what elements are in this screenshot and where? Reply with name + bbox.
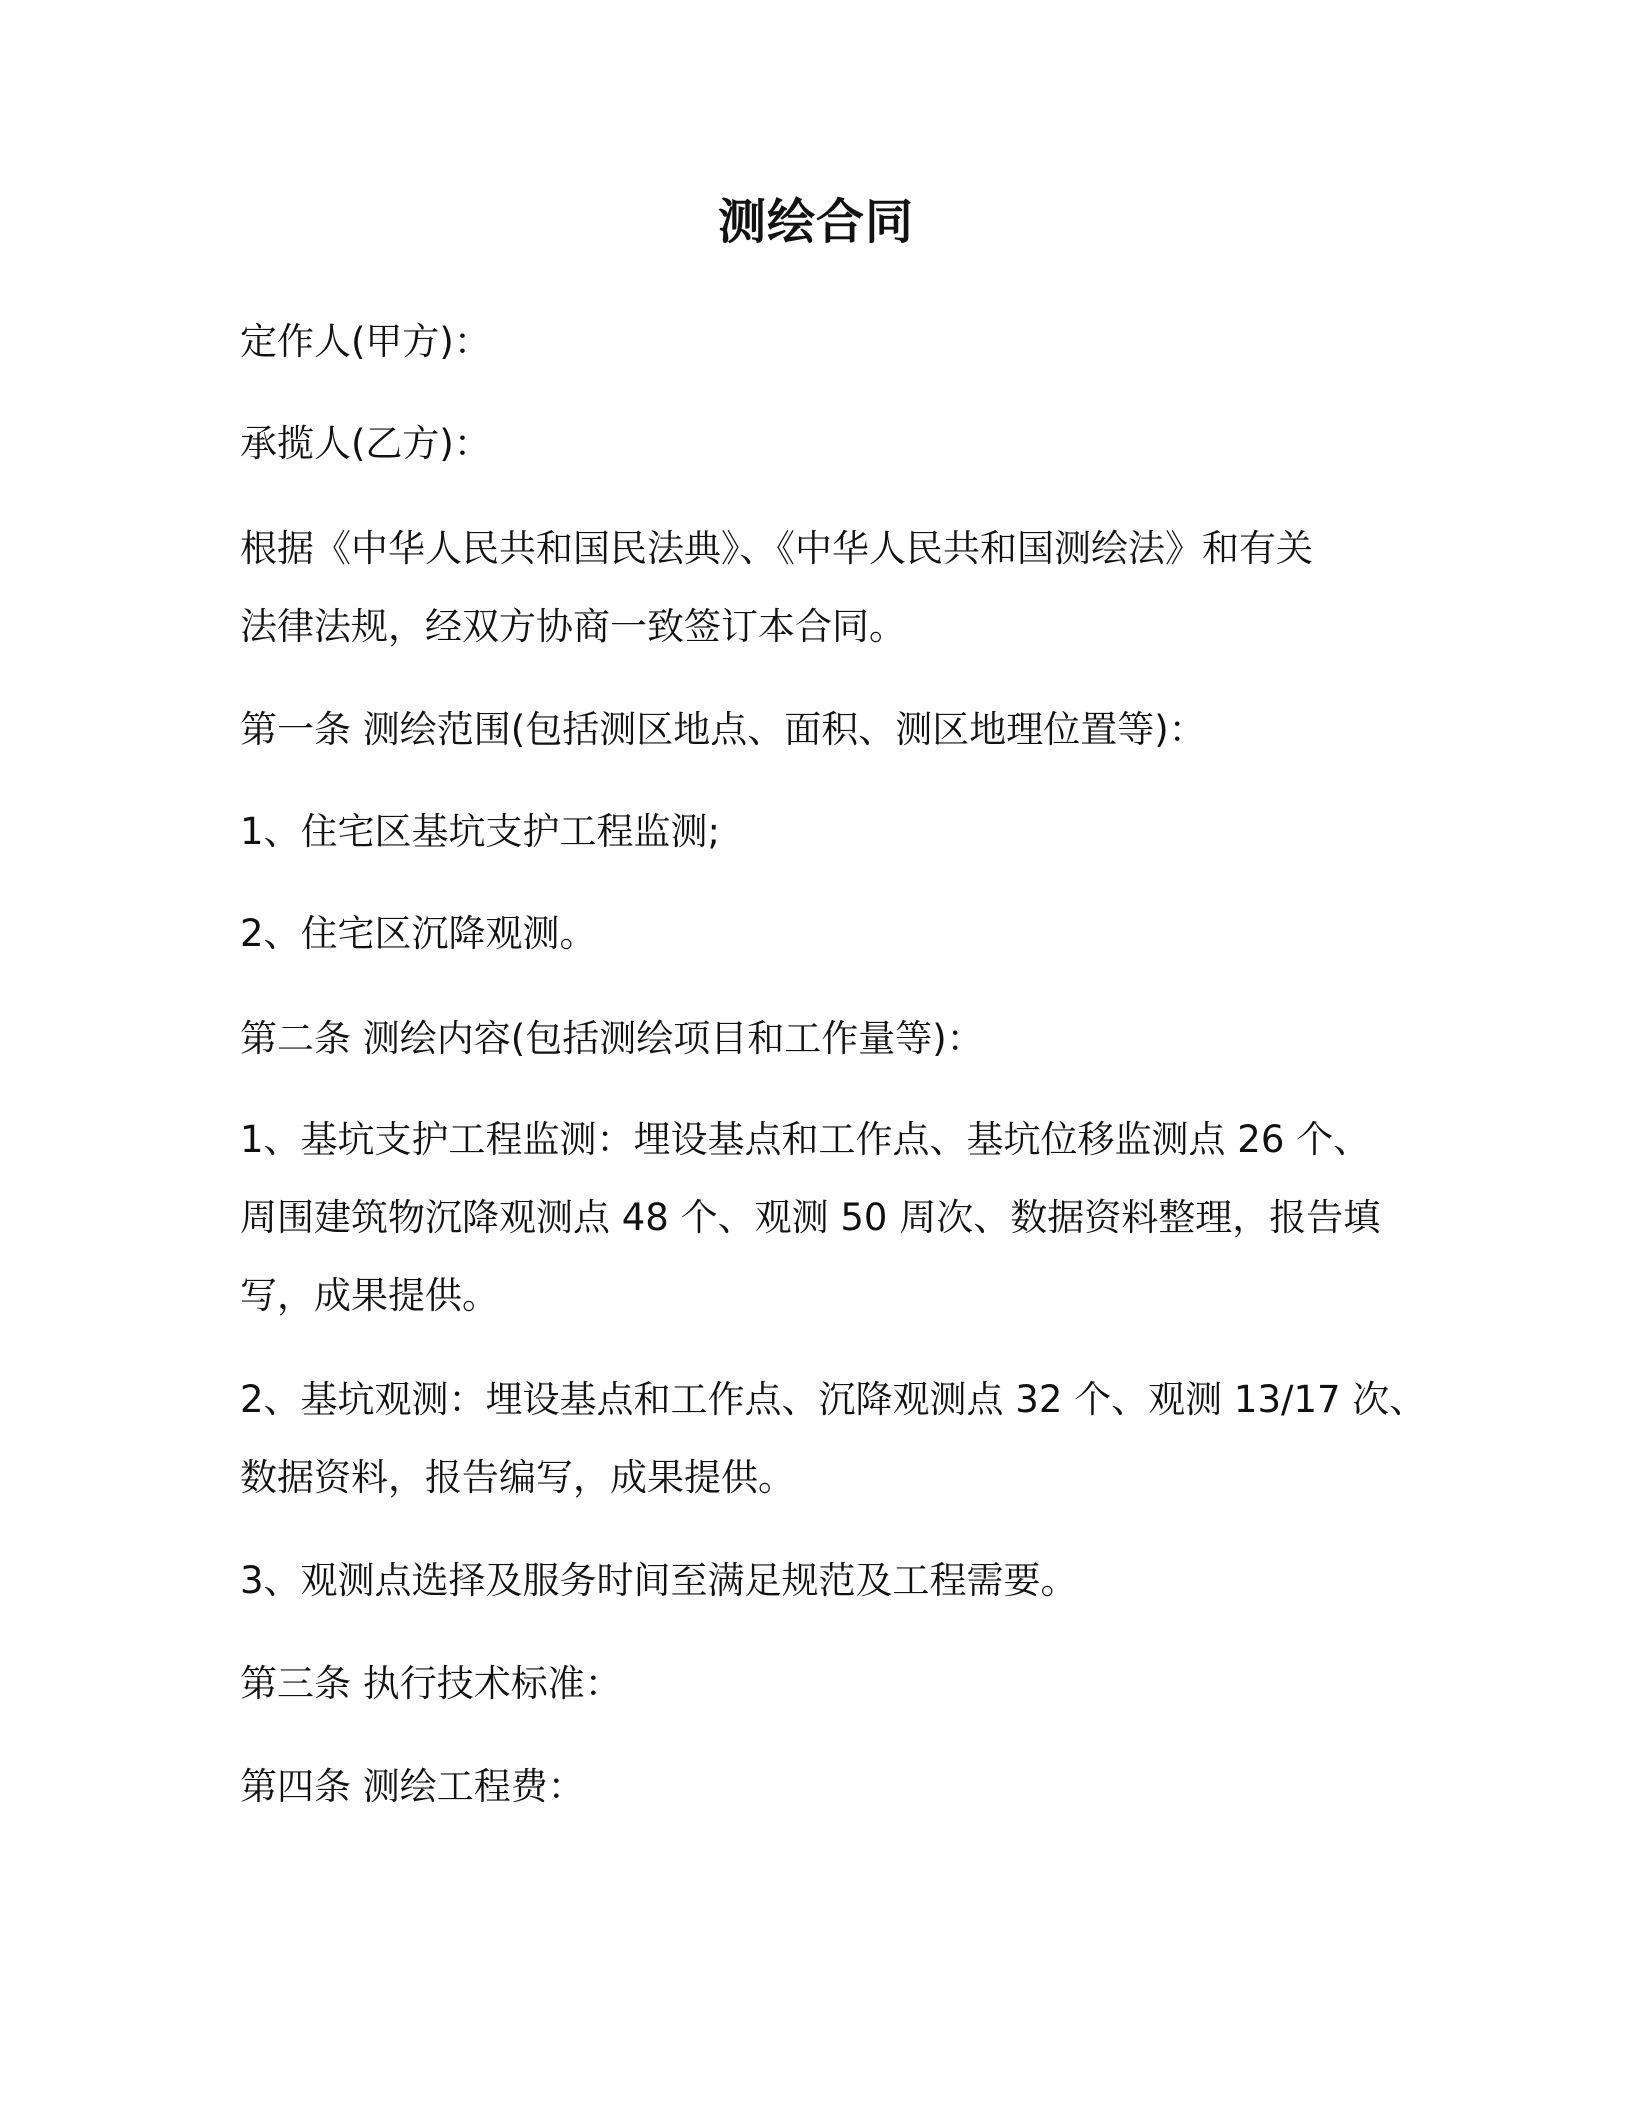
article-2-item-1-line-3: 写，成果提供。 <box>240 1274 499 1317</box>
document-title: 测绘合同 <box>717 194 914 250</box>
article-1-item-2: 2、住宅区沉降观测。 <box>240 912 597 955</box>
article-1-item-1: 1、住宅区基坑支护工程监测; <box>240 810 721 853</box>
preamble-line-1: 根据《中华人民共和国民法典》、《中华人民共和国测绘法》和有关 <box>240 527 1313 570</box>
preamble-paragraph <box>240 510 1420 666</box>
article-2-item-1-line-1: 1、基坑支护工程监测：埋设基点和工作点、基坑位移监测点 26 个、 <box>240 1118 1371 1161</box>
article-2-item-1 <box>240 1101 1420 1335</box>
article-2-item-2-line-1: 2、基坑观测：埋设基点和工作点、沉降观测点 32 个、观测 13/17 次、 <box>240 1378 1427 1421</box>
article-2-heading: 第二条 测绘内容(包括测绘项目和工作量等)： <box>240 1017 984 1060</box>
article-3-heading: 第三条 执行技术标准： <box>240 1662 622 1705</box>
article-2-item-1-line-2: 周围建筑物沉降观测点 48 个、观测 50 周次、数据资料整理，报告填 <box>240 1196 1381 1239</box>
article-2-item-2-line-2: 数据资料，报告编写，成果提供。 <box>240 1456 795 1499</box>
article-1-heading: 第一条 测绘范围(包括测区地点、面积、测区地理位置等)： <box>240 708 1206 751</box>
article-4-heading: 第四条 测绘工程费： <box>240 1765 585 1808</box>
preamble-line-2: 法律法规，经双方协商一致签订本合同。 <box>240 605 906 648</box>
article-2-item-3: 3、观测点选择及服务时间至满足规范及工程需要。 <box>240 1559 1078 1602</box>
party-b-line: 承揽人(乙方)： <box>240 422 491 465</box>
party-a-line: 定作人(甲方)： <box>240 320 491 363</box>
article-2-item-2 <box>240 1361 1427 1517</box>
